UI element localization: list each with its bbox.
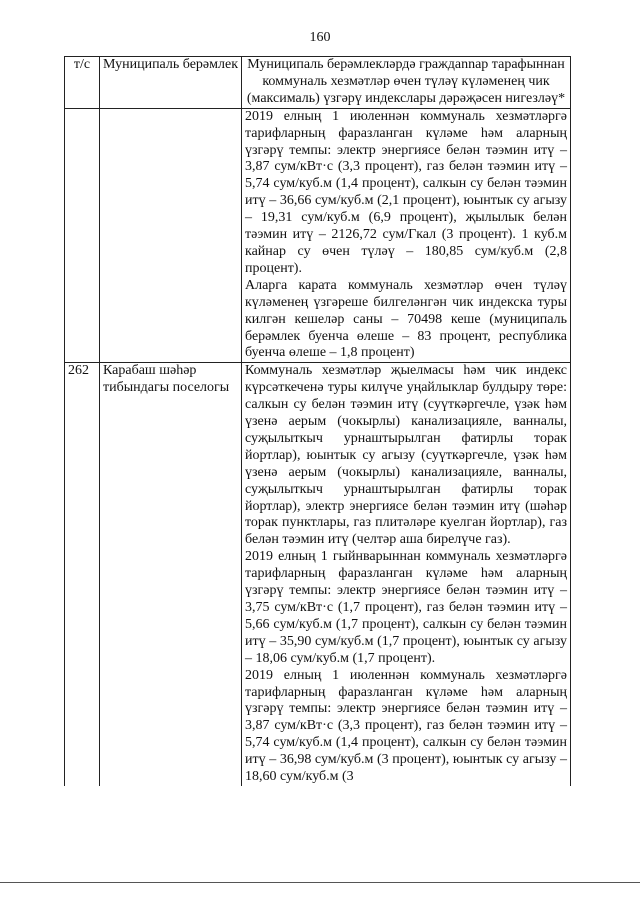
tariff-table [64, 56, 571, 786]
header-num: т/с [65, 57, 100, 109]
table-header-row [65, 57, 571, 109]
row-num [65, 108, 100, 363]
header-index: Муниципаль берәмлекләрдә граждannар тарафыннан коммуналь хезмәтләр өчен түләү күләменең чик (максималь) үзгәрү индекслары дәрәҗәсен нигезләү* [242, 57, 571, 109]
row-text [242, 363, 571, 786]
row-paragraph: Коммуналь хезмәтләр җыелмасы һәм чик индекс күрсәткеченә туры килүче уңайлыклар булдыру төре: салкын су белән тәэмин итү (суүткәргечле, үзәк һәм үзенә аерым (чокырлы) канализацияле, ванналы, суҗылыткыч урнаштырылган фатирлы торак йортлар), юынтык су агызу (суүткәргечле, үзәк һәм үзенә аерым (чокырлы) канализацияле, ванналы, суҗылыткыч урнаштырылган фатирлы торак йортлар), электр энергиясе белән тәэмин итү (шәһәр торак пунктлары, газ плитәләре куелган йортлар), газ белән тәэмин итү (челтәр аша бирелүче газ). [245, 363, 567, 548]
page-number: 160 [309, 30, 331, 45]
row-paragraph: 2019 елның 1 июленнән коммуналь хезмәтләргә тарифларның фаразланган күләме һәм аларның үзгәрү темпы: электр энергиясе белән тәэмин итү – 3,87 сум/кВт·с (3,3 процент), газ белән тәэмин итү – 5,74 сум/куб.м (1,4 процент), салкын су белән тәэмин итү – 36,98 сум/куб.м (3 процент), юынтык су агызу – 18,60 сум/куб.м (3 [245, 667, 567, 785]
table-row [65, 108, 571, 363]
row-municipality: Карабаш шәһәр тибындагы поселогы [100, 363, 242, 786]
row-num: 262 [65, 363, 100, 786]
row-municipality [100, 108, 242, 363]
row-paragraph: Аларга карата коммуналь хезмәтләр өчен түләү күләменең үзгәреше билгеләнгән чик индекска туры килгән кешеләр саны – 70498 кеше (муниципаль берәмлек буенча өлеше – 83 процент, республика буенча өлеше – 1,8 процент) [245, 277, 567, 361]
table-row [65, 363, 571, 786]
row-paragraph: 2019 елның 1 июленнән коммуналь хезмәтләргә тарифларның фаразланган күләме һәм аларның үзгәрү темпы: электр энергиясе белән тәэмин итү – 3,87 сум/кВт·с (3,3 процент), газ белән тәэмин итү – 5,74 сум/куб.м (1,4 процент), салкын су белән тәэмин итү – 36,66 сум/куб.м (2,1 процент), юынтык су агызу – 19,31 сум/куб.м (6,9 процент), җылылык белән тәэмин итү – 2126,72 сум/Гкал (3 процент). 1 куб.м кайнар су өчен түләү – 180,85 сум/куб.м (2,8 процент). [245, 108, 567, 276]
footer-divider [0, 882, 640, 883]
header-municipality: Муниципаль берәмлек [100, 57, 242, 109]
row-text [242, 108, 571, 363]
row-paragraph: 2019 елның 1 гыйнварыннан коммуналь хезмәтләргә тарифларның фаразланган күләме һәм аларның үзгәрү темпы: электр энергиясе белән тәэмин итү – 3,75 сум/кВт·с (1,7 процент), газ белән тәэмин итү – 5,66 сум/куб.м (1,7 процент), салкын су белән тәэмин итү – 35,90 сум/куб.м (1,7 процент), юынтык су агызу – 18,06 сум/куб.м (1,7 процент). [245, 549, 567, 666]
